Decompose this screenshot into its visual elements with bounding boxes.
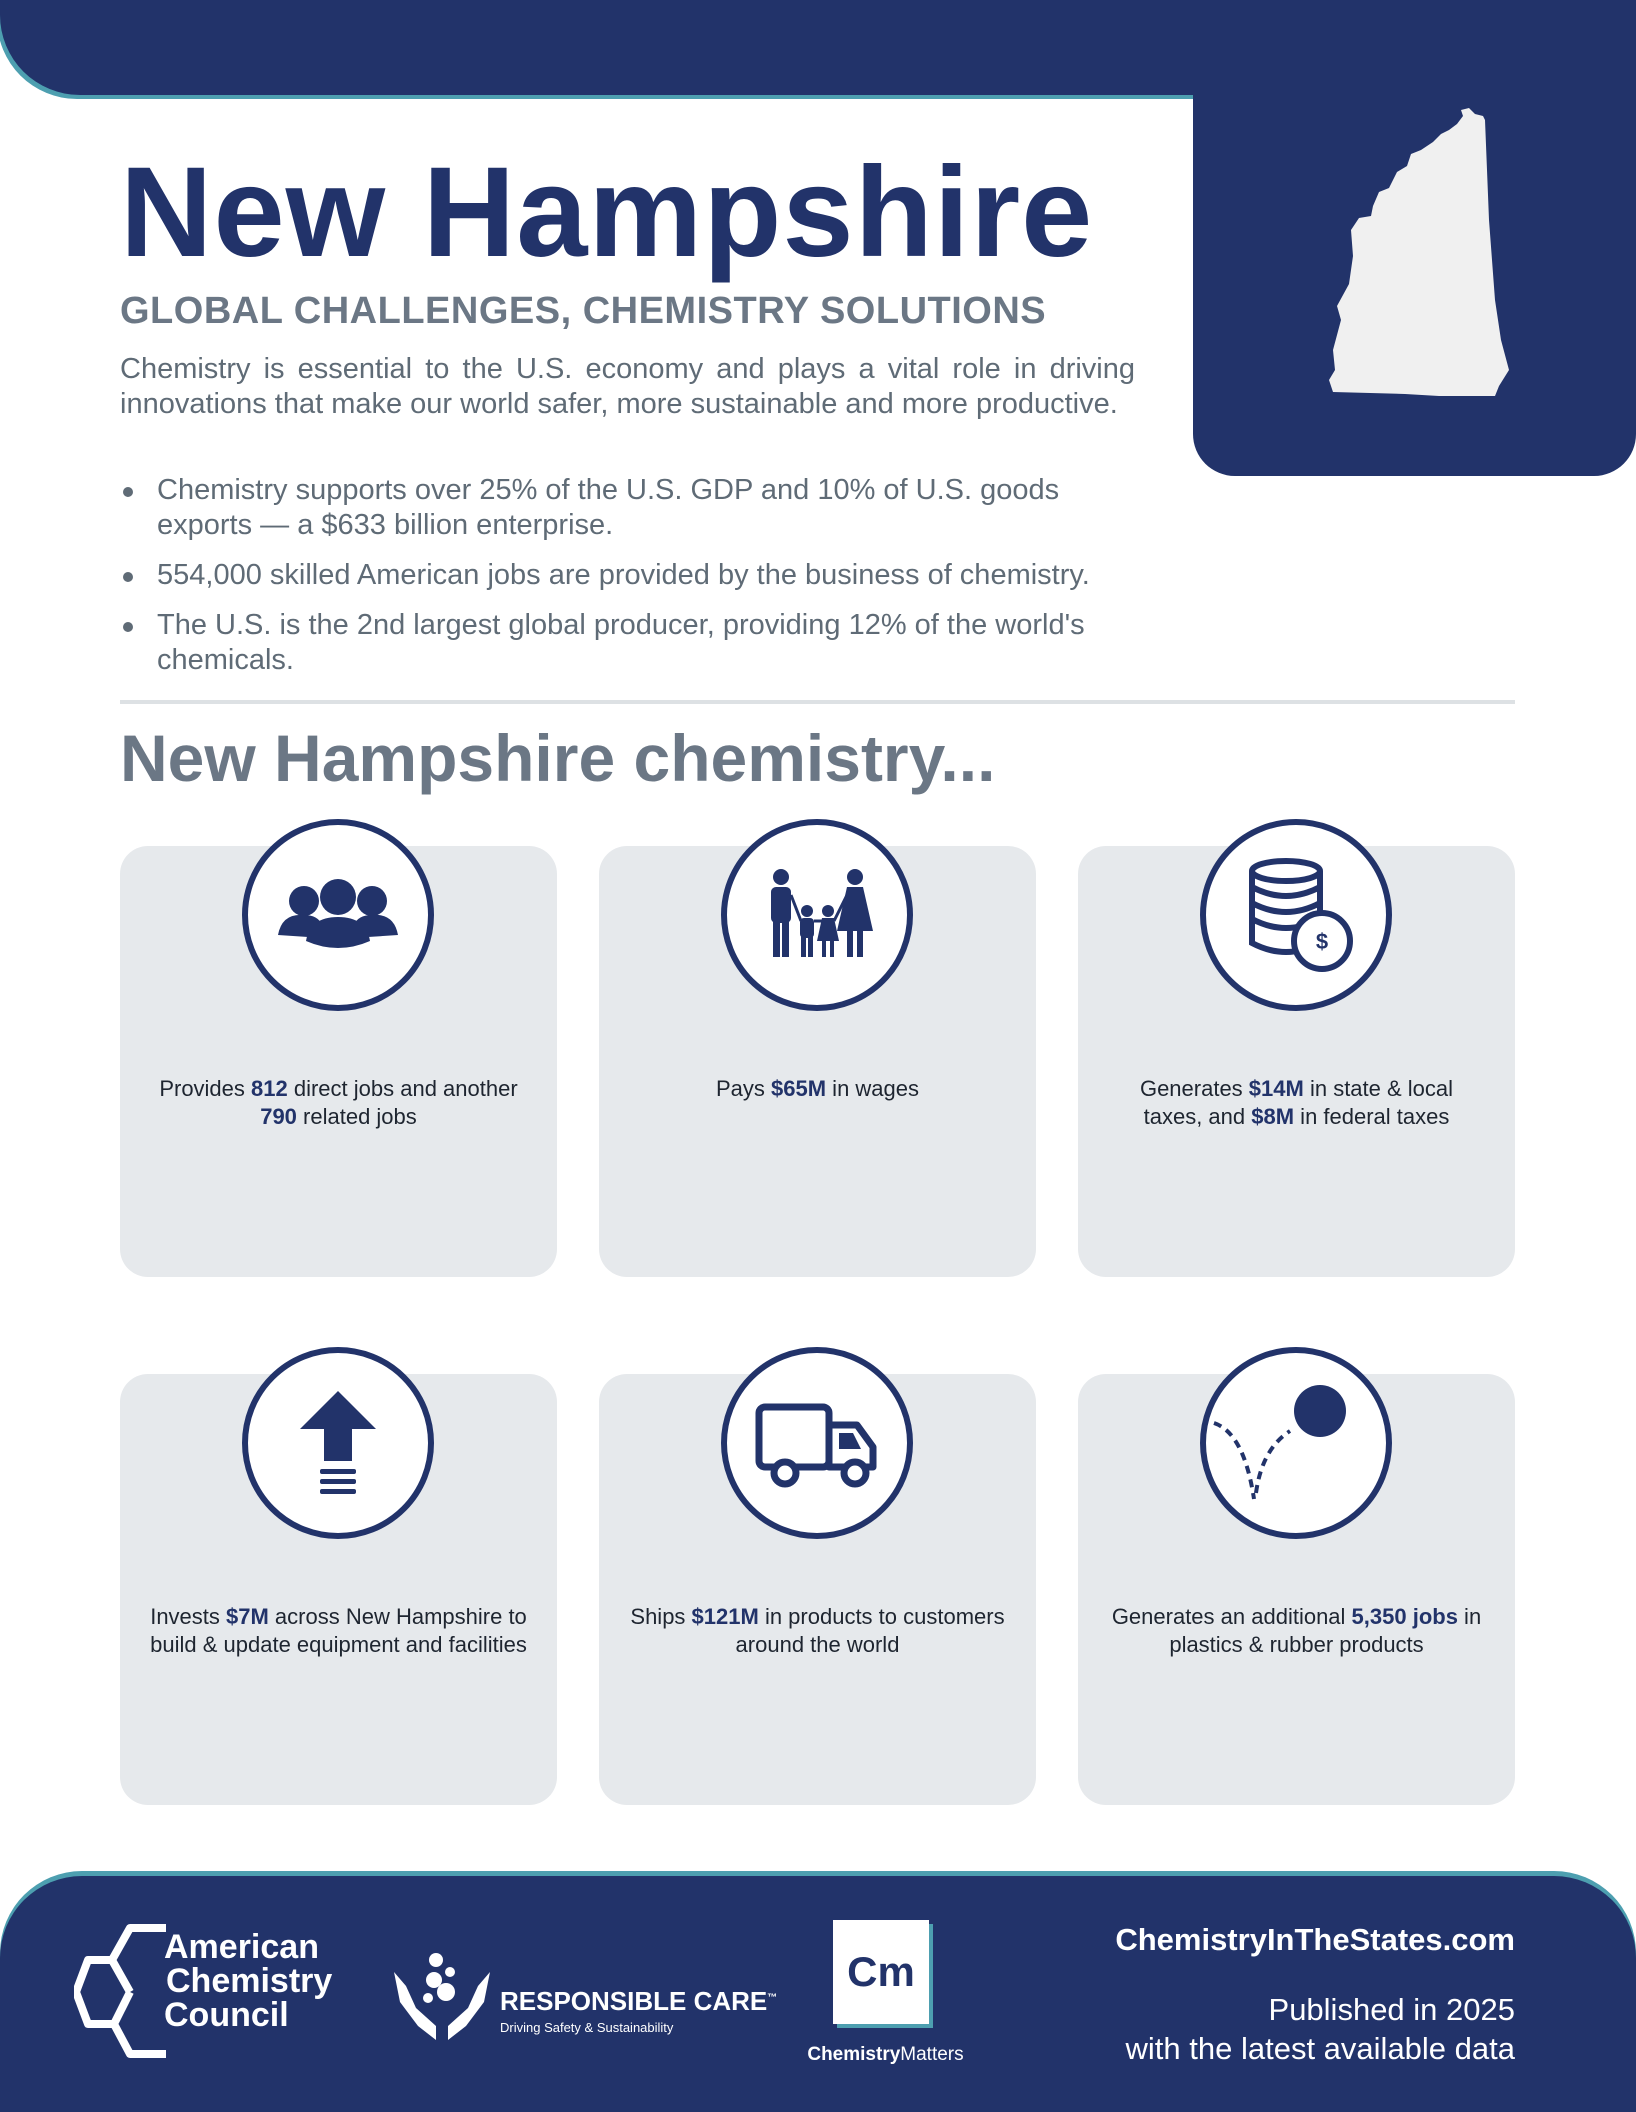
- cm-mark: Cm: [833, 1920, 929, 2024]
- fact-item: 554,000 skilled American jobs are provided by the business of chemistry.: [120, 558, 1150, 593]
- stat-text: [629, 1075, 1006, 1103]
- stat-label: related jobs: [296, 1104, 417, 1129]
- stat-value: 812: [251, 1076, 288, 1101]
- american-chemistry-council-logo[interactable]: [74, 1920, 374, 2070]
- page-subtitle: GLOBAL CHALLENGES, CHEMISTRY SOLUTIONS: [120, 290, 1047, 332]
- stat-text: [150, 1075, 527, 1131]
- stat-label: Generates: [1139, 1076, 1249, 1101]
- hands-molecule-icon: [390, 1942, 496, 2052]
- stat-label: direct jobs and another: [287, 1076, 518, 1101]
- people-group-icon: [242, 819, 434, 1011]
- chemistry-matters-logo[interactable]: [798, 1920, 978, 2070]
- stat-value: 5,350 jobs: [1351, 1604, 1458, 1629]
- stat-label: in wages: [826, 1076, 920, 1101]
- svg-text:$: $: [1315, 929, 1329, 954]
- stat-card-shipments: [599, 1374, 1036, 1805]
- state-map-panel: [1193, 80, 1636, 476]
- fact-item: Chemistry supports over 25% of the U.S. GDP and 10% of U.S. goods exports — a $633 billion enterprise.: [120, 473, 1150, 543]
- stat-card-plastics: [1078, 1374, 1515, 1805]
- stat-label: Ships: [630, 1604, 692, 1629]
- stat-label: across New Hampshire to build & update equipment and facilities: [150, 1604, 527, 1657]
- coins-stack-icon: [1200, 819, 1392, 1011]
- acc-logo-text: American Chemistry Council: [164, 1928, 333, 2034]
- stat-label: Pays: [715, 1076, 772, 1101]
- fact-list: [120, 473, 1150, 693]
- stat-label: in products to customers around the world: [735, 1604, 1005, 1657]
- stat-text: [150, 1603, 527, 1659]
- stat-card-wages: [599, 846, 1036, 1277]
- rc-title: RESPONSIBLE CARE™: [500, 1986, 778, 2016]
- stat-label: Generates an additional: [1111, 1604, 1352, 1629]
- new-hampshire-map-icon: [1193, 80, 1636, 476]
- delivery-truck-icon: [721, 1347, 913, 1539]
- stat-value: $7M: [226, 1604, 269, 1629]
- rc-tagline: Driving Safety & Sustainability: [500, 2020, 674, 2035]
- stat-label: Provides: [159, 1076, 252, 1101]
- stat-label: in state & local taxes, and: [1143, 1076, 1454, 1129]
- family-icon: [721, 819, 913, 1011]
- stat-card-investment: [120, 1374, 557, 1805]
- intro-paragraph: Chemistry is essential to the U.S. economy and plays a vital role in driving innovations that make our world safer, more sustainable and more productive.: [120, 353, 1135, 420]
- stat-value: $65M: [771, 1076, 827, 1101]
- stat-card-jobs: [120, 846, 557, 1277]
- stat-value: $14M: [1248, 1076, 1304, 1101]
- stat-label: in plastics & rubber products: [1169, 1604, 1482, 1657]
- upload-arrow-icon: [242, 1347, 434, 1539]
- fact-item: The U.S. is the 2nd largest global producer, providing 12% of the world's chemicals.: [120, 608, 1150, 678]
- stat-text: [1108, 1603, 1485, 1659]
- stat-label: Invests: [150, 1604, 227, 1629]
- stat-text: [1108, 1075, 1485, 1131]
- website-link[interactable]: ChemistryInTheStates.com: [1115, 1922, 1515, 1957]
- publication-note: Published in 2025 with the latest available data: [1125, 1992, 1515, 2066]
- stat-label: in federal taxes: [1294, 1104, 1450, 1129]
- responsible-care-logo[interactable]: [390, 1942, 790, 2052]
- stat-card-taxes: [1078, 846, 1515, 1277]
- stat-value: 790: [260, 1104, 297, 1129]
- stat-value: $121M: [691, 1604, 759, 1629]
- cm-name: ChemistryMatters: [807, 2044, 964, 2065]
- stat-text: [629, 1603, 1006, 1659]
- page-title: New Hampshire: [120, 141, 1094, 284]
- stat-value: $8M: [1251, 1104, 1295, 1129]
- section-title: New Hampshire chemistry...: [120, 721, 996, 795]
- bouncing-ball-icon: [1200, 1347, 1392, 1539]
- section-divider: [120, 700, 1515, 704]
